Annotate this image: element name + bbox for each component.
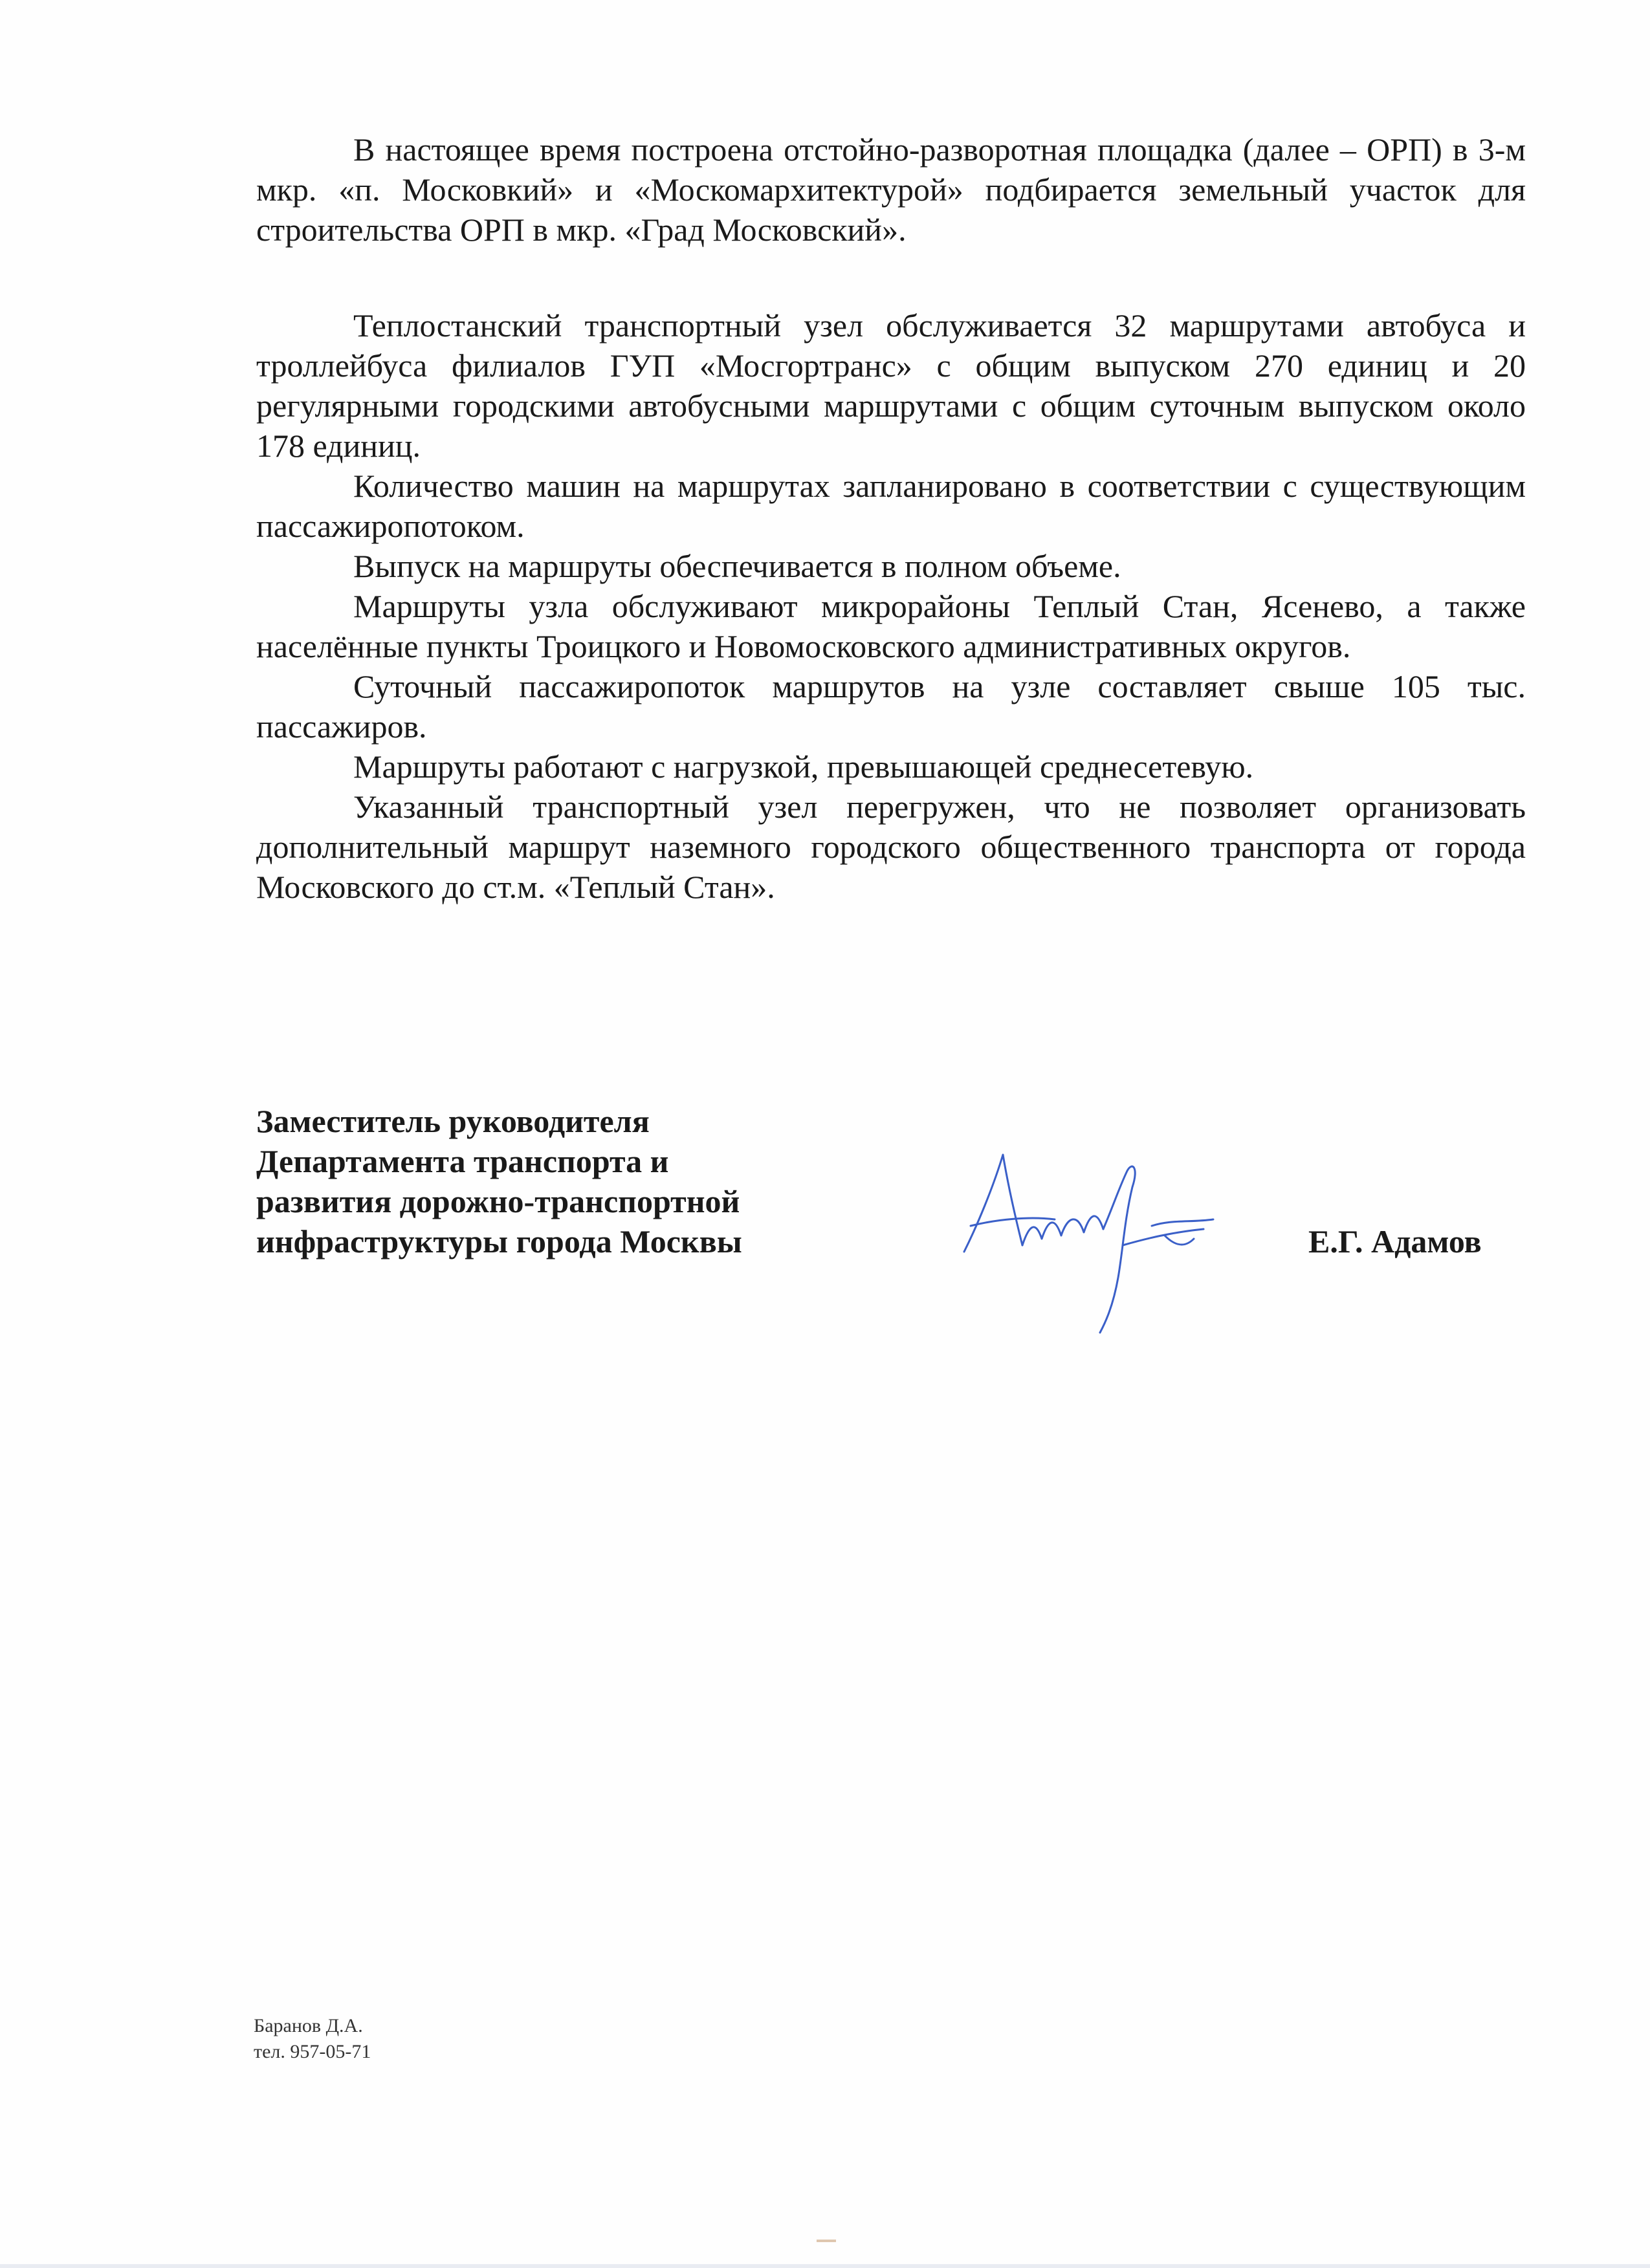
signature-stroke xyxy=(1123,1219,1213,1245)
signature-stroke xyxy=(1022,1216,1103,1245)
signatory-title xyxy=(256,1101,839,1261)
executor-name: Баранов Д.А. xyxy=(254,2015,363,2036)
signatory-title-line: инфраструктуры города Москвы xyxy=(256,1223,742,1259)
paragraph-orp: В настоящее время построена отстойно-разворотная площадка (далее – ОРП) в 3-м мкр. «п. Московкий» и «Москомархитектурой» подбирается земельный участок для строительства ОРП в мкр. «Град Московский». xyxy=(256,131,1526,248)
paragraph-transport-hub: Теплостанский транспортный узел обслуживается 32 маршрутами автобуса и троллейбуса филиалов ГУП «Мосгортранс» с общим выпуском 270 единиц и 20 регулярными городскими автобусными маршрутами с общим суточным выпуском около 178 единиц. xyxy=(256,307,1526,464)
signatory-title-line: Департамента транспорта и xyxy=(256,1143,669,1179)
signatory-title-line: развития дорожно-транспортной xyxy=(256,1183,740,1219)
scan-mark xyxy=(817,2240,836,2242)
signatory-title-line: Заместитель руководителя xyxy=(256,1103,650,1139)
letter-body xyxy=(256,129,1526,907)
paragraph-release: Выпуск на маршруты обеспечивается в полном объеме. xyxy=(353,548,1121,584)
paragraph-passenger-flow: Суточный пассажиропоток маршрутов на узле составляет свыше 105 тыс. пассажиров. xyxy=(256,668,1526,745)
paragraph-load: Маршруты работают с нагрузкой, превышающей среднесетевую. xyxy=(353,748,1254,785)
signature-stroke xyxy=(1165,1236,1194,1245)
signer-name: Е.Г. Адамов xyxy=(1308,1223,1482,1259)
scan-edge xyxy=(0,2264,1650,2268)
paragraph-districts: Маршруты узла обслуживают микрорайоны Теплый Стан, Ясенево, а также населённые пункты Троицкого и Новомосковского административных округов. xyxy=(256,588,1526,664)
paragraph-vehicle-count: Количество машин на маршрутах запланировано в соответствии с существующим пассажиропотоком. xyxy=(256,468,1526,544)
handwritten-signature-icon xyxy=(958,1148,1216,1336)
paragraph-overload: Указанный транспортный узел перегружен, что не позволяет организовать дополнительный маршрут наземного городского общественного транспорта от города Московского до ст.м. «Теплый Стан». xyxy=(256,789,1526,905)
executor-phone: тел. 957-05-71 xyxy=(254,2041,371,2062)
executor-info xyxy=(254,2013,371,2065)
signature-stroke xyxy=(1100,1166,1135,1333)
